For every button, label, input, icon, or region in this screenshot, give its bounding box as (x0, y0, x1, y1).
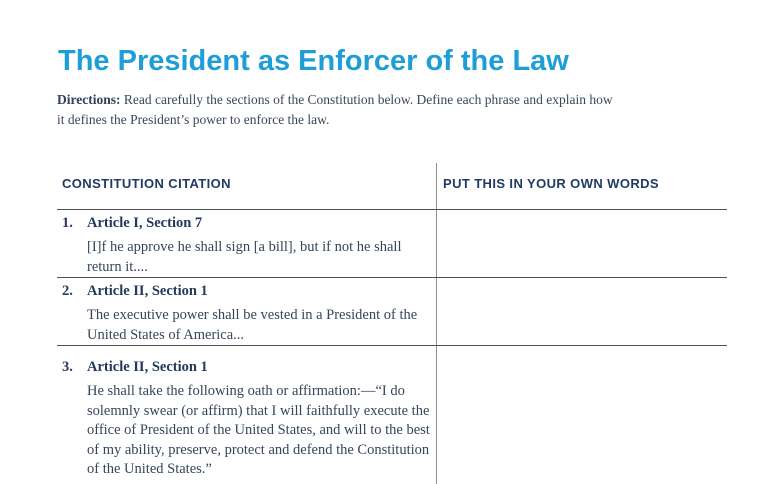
row-number: 1. (62, 215, 73, 231)
answer-cell (437, 359, 727, 484)
citation-heading: Article II, Section 1 (87, 283, 208, 299)
directions (57, 90, 613, 131)
table-row (57, 283, 727, 345)
citation-excerpt: The executive power shall be vested in a President of the United States of America... (87, 307, 418, 343)
directions-text: Read carefully the sections of the Constitution below. Define each phrase and explain how it defines the President’s power to enforce the law. (57, 92, 613, 128)
row-divider-rule (57, 277, 727, 278)
table-row (57, 359, 727, 484)
column-header-citation: CONSTITUTION CITATION (62, 176, 231, 191)
row-number: 3. (62, 359, 73, 375)
header-rule (57, 209, 727, 210)
citation-excerpt: He shall take the following oath or affirmation:—“I do solemnly swear (or affirm) that I will faithfully execute the office of President of the United States, and will to the best of my ability, preserve, protect and defend the Constitution of the United States.” (87, 383, 430, 477)
citation-heading: Article II, Section 1 (87, 359, 208, 375)
page-title: The President as Enforcer of the Law (58, 45, 569, 77)
row-divider-rule (57, 345, 727, 346)
row-number: 2. (62, 283, 73, 299)
table-row (57, 215, 727, 277)
column-header-own-words: PUT THIS IN YOUR OWN WORDS (443, 176, 659, 191)
answer-cell (437, 283, 727, 345)
directions-label: Directions: (57, 92, 121, 107)
citation-excerpt: [I]f he approve he shall sign [a bill], but if not he shall return it.... (87, 239, 402, 275)
citation-heading: Article I, Section 7 (87, 215, 203, 231)
answer-cell (437, 215, 727, 277)
